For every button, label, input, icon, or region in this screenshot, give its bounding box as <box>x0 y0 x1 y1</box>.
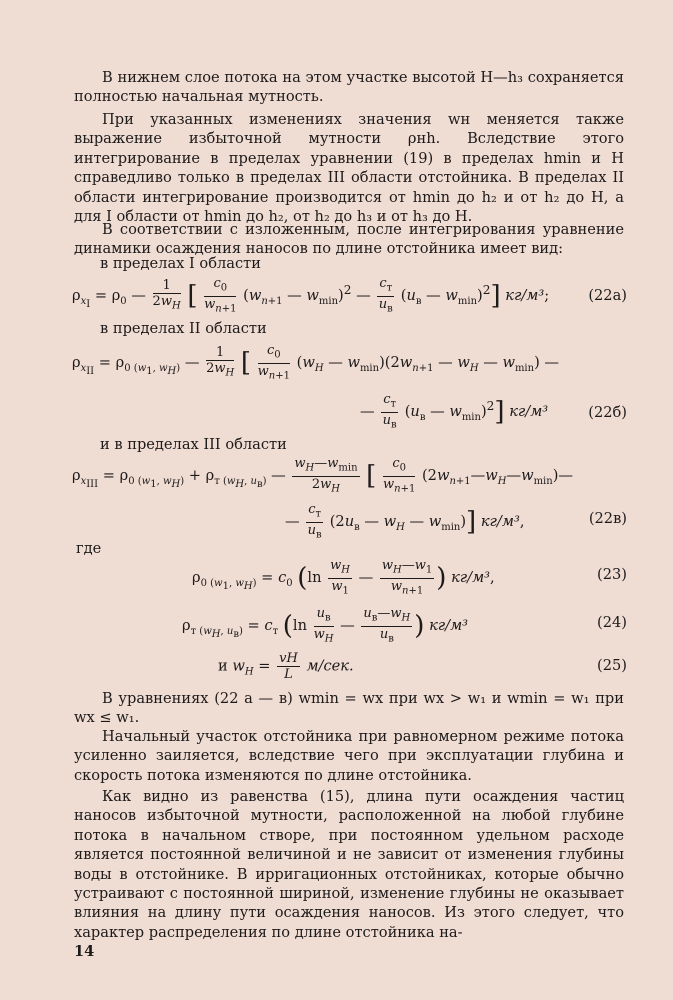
paragraph-3: В соответствии с изложенным, после интегрирования уравнение динамики осаждения наносов по длине отстойника имеет вид: <box>74 221 624 258</box>
unit-kgm3-22v: кг/м³ <box>480 513 520 531</box>
equation-22a: $\rho_{x_I} = \rho_0$ — $\frac{1}{2w_H}$ [ $\frac{c_0}{w_{n+1}}$ ($w_{n+1}$ — $w_{min})^2$ — $\frac{c_т}{u_в}$ ($u_в$ — $w_{min})^2$] кг/м³; <box>72 276 550 315</box>
label-area-2: в пределах II области <box>100 320 267 337</box>
label-where: где <box>76 540 102 557</box>
equation-25: и $w_H$ = $\frac{vH}{L}$ м/сек. <box>218 651 354 682</box>
paragraph-2: При указанных изменениях значения wн меняется также выражение избыточной мутности ρнh. Вследствие этого интегрирование в пределах уравнении (19) в пределах hmin и H справедливо только в пределах III области отстойника. В пределах II области интегрирование производится от hmin до h₂ и от h₂ до H, а для I области от hmin до h₂, от h₂ до h₃ и от h₃ до H. <box>74 111 624 226</box>
label-area-1: в пределах I области <box>100 255 261 272</box>
equation-number-22a: (22а) <box>588 287 627 304</box>
equation-number-23: (23) <box>597 566 627 583</box>
equation-number-24: (24) <box>597 614 627 631</box>
page-number: 14 <box>74 943 95 960</box>
equation-number-22v: (22в) <box>588 510 627 527</box>
equation-22b-line1: $\rho_{x_{II}} = \rho_{0 (w_1, w_H)}$ — $\frac{1}{2w_H}$ [ $\frac{c_0}{w_{n+1}}$ ($w_H$ — $w_{min})(2w_{n+1}$ — $w_H$ — $w_{min}$) — <box>72 343 560 382</box>
paragraph-1: В нижнем слое потока на этом участке высотой H—h₃ сохраняется полностью начальная мутность. <box>74 69 624 106</box>
equation-22v-line1: $\rho_{x_{III}} = \rho_{0 (w_1, w_H)} + \rho_{т (w_H, u_в)}$ — $\frac{w_H—w_{min}}{2w_H}$ [ $\frac{c_0}{w_{n+1}}$ $(2w_{n+1}—w_H—w_{min})—$ <box>72 456 573 495</box>
equation-22b-line2: — $\frac{c_т}{u_в}$ ($u_в$ — $w_{min})^2$] кг/м³ <box>360 392 549 431</box>
equation-number-25: (25) <box>597 657 627 674</box>
unit-kgm3-24: кг/м³ <box>429 617 469 635</box>
paragraph-5: Начальный участок отстойника при равномерном режиме потока усиленно заиляется, вследствие чего при эксплуатации глубина и скорость потока изменяются по длине отстойника. <box>74 728 624 784</box>
unit-kgm3-22a: кг/м³ <box>505 287 545 305</box>
unit-kgm3-23: кг/м³ <box>451 569 491 587</box>
paragraph-6: Как видно из равенства (15), длина пути осаждения частиц наносов избыточной мутности, расположенной на любой глубине потока в начальном створе, при постоянном удельном расходе является постоянной величиной и не зависит от изменения глубины воды в отстойнике. В ирригационных отстойниках, которые обычно устраивают с постоянной шириной, изменение глубины не оказывает влияния на длину пути осаждения наносов. Из этого следует, что характер распределения по длине отстойника на- <box>74 788 624 941</box>
unit-msec: м/сек. <box>306 657 354 675</box>
equation-23: $\rho_{0 (w_1, w_H)} = c_0$ (ln $\frac{w_H}{w_1}$ — $\frac{w_H—w_1}{w_{n+1}}$ ) кг/м³, <box>192 558 495 597</box>
label-area-3: и в пределах III области <box>100 436 287 453</box>
equation-24: $\rho_{т (w_H, u_в)} = c_т$ (ln $\frac{u_в}{w_H}$ — $\frac{u_в—w_H}{u_в}$ ) кг/м³ <box>182 606 469 645</box>
paragraph-4: В уравнениях (22 а — в) wmin = wx при wx > w₁ и wmin = w₁ при wx ≤ w₁. <box>74 690 624 727</box>
equation-number-22b: (22б) <box>588 404 627 421</box>
equation-22v-line2: — $\frac{c_т}{u_в}$ ($2u_в$ — $w_H$ — $w_{min}$)] кг/м³, <box>285 502 525 541</box>
unit-kgm3-22b: кг/м³ <box>509 403 549 421</box>
